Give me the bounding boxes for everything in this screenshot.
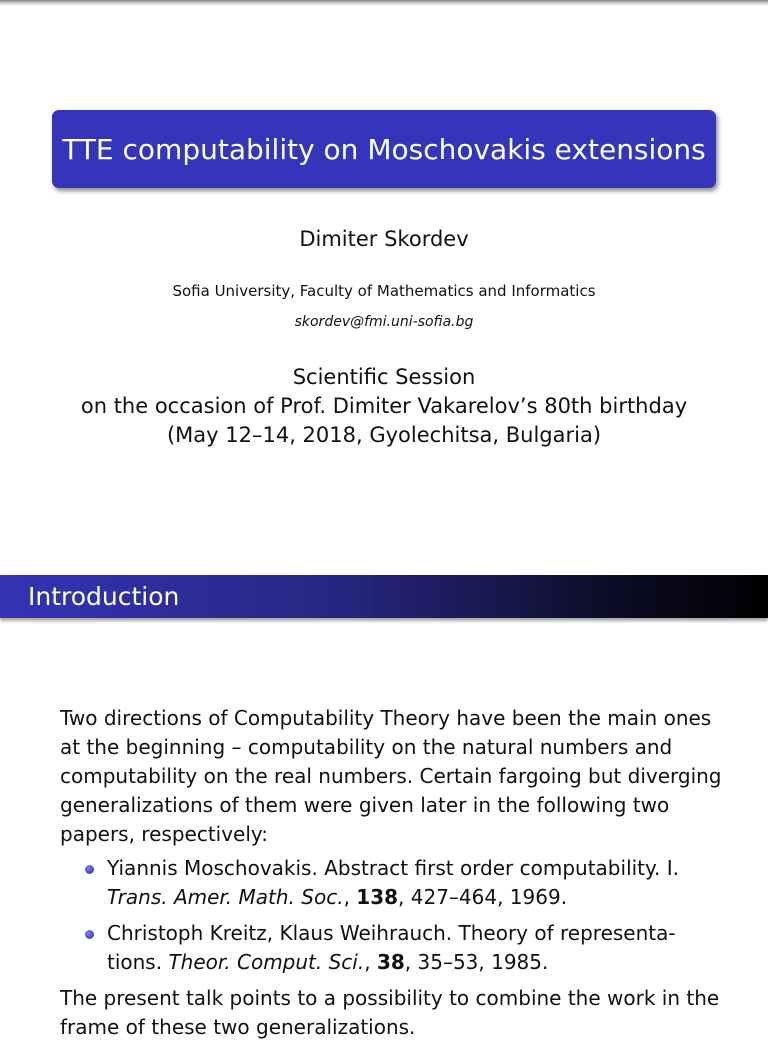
event-line-2: on the occasion of Prof. Dimiter Vakarelov’s 80th birthday: [80, 394, 688, 418]
bullet-icon: [85, 930, 94, 939]
journal-name: Theor. Comput. Sci.: [168, 950, 365, 974]
text-line: The present talk points to a possibility to combine the work in the: [60, 986, 720, 1010]
pages-year: , 35–53, 1985.: [404, 950, 549, 974]
author-email: skordev@fmi.uni-sofia.bg: [294, 314, 474, 330]
page-top-edge: [0, 0, 768, 6]
slide-body: [60, 704, 720, 1042]
reference-citation: [107, 948, 720, 977]
text-line: Two directions of Computability Theory have been the main ones: [60, 706, 712, 730]
text-line: computability on the real numbers. Certain fargoing but diverging: [60, 764, 722, 788]
section-header: [0, 575, 768, 618]
event-line-1: Scientific Session: [292, 365, 476, 389]
separator: ,: [343, 885, 357, 909]
separator: ,: [364, 950, 377, 974]
affiliation: Sofia University, Faculty of Mathematics and Informatics: [172, 282, 596, 300]
event-line-3: (May 12–14, 2018, Gyolechitsa, Bulgaria): [166, 423, 602, 447]
title-banner: [52, 110, 716, 188]
text-line: generalizations of them were given later in the following two: [60, 793, 670, 817]
reference-authors-title: Yiannis Moschovakis. Abstract first order computability. I.: [107, 856, 679, 880]
text-line: at the beginning – computability on the natural numbers and: [60, 735, 673, 759]
text-line: papers, respectively:: [60, 822, 269, 846]
list-item: [60, 854, 720, 912]
text-line: frame of these two generalizations.: [60, 1015, 416, 1039]
volume-number: 38: [376, 950, 405, 974]
bullet-icon: [85, 865, 94, 874]
reference-list: [60, 854, 720, 977]
volume-number: 138: [356, 885, 399, 909]
section-title: Introduction: [28, 582, 180, 611]
event-info: [0, 363, 768, 450]
author-name: Dimiter Skordev: [299, 227, 469, 251]
presentation-title: TTE computability on Moschovakis extensions: [62, 132, 706, 166]
journal-name: Trans. Amer. Math. Soc.: [107, 885, 344, 909]
closing-paragraph: [60, 984, 720, 1042]
list-item: [60, 919, 720, 977]
intro-paragraph: [60, 704, 720, 849]
reference-authors-title: Christoph Kreitz, Klaus Weihrauch. Theory of representa-: [107, 921, 676, 945]
pages-year: , 427–464, 1969.: [398, 885, 568, 909]
title-continuation: tions.: [107, 950, 169, 974]
reference-citation: [107, 883, 720, 912]
